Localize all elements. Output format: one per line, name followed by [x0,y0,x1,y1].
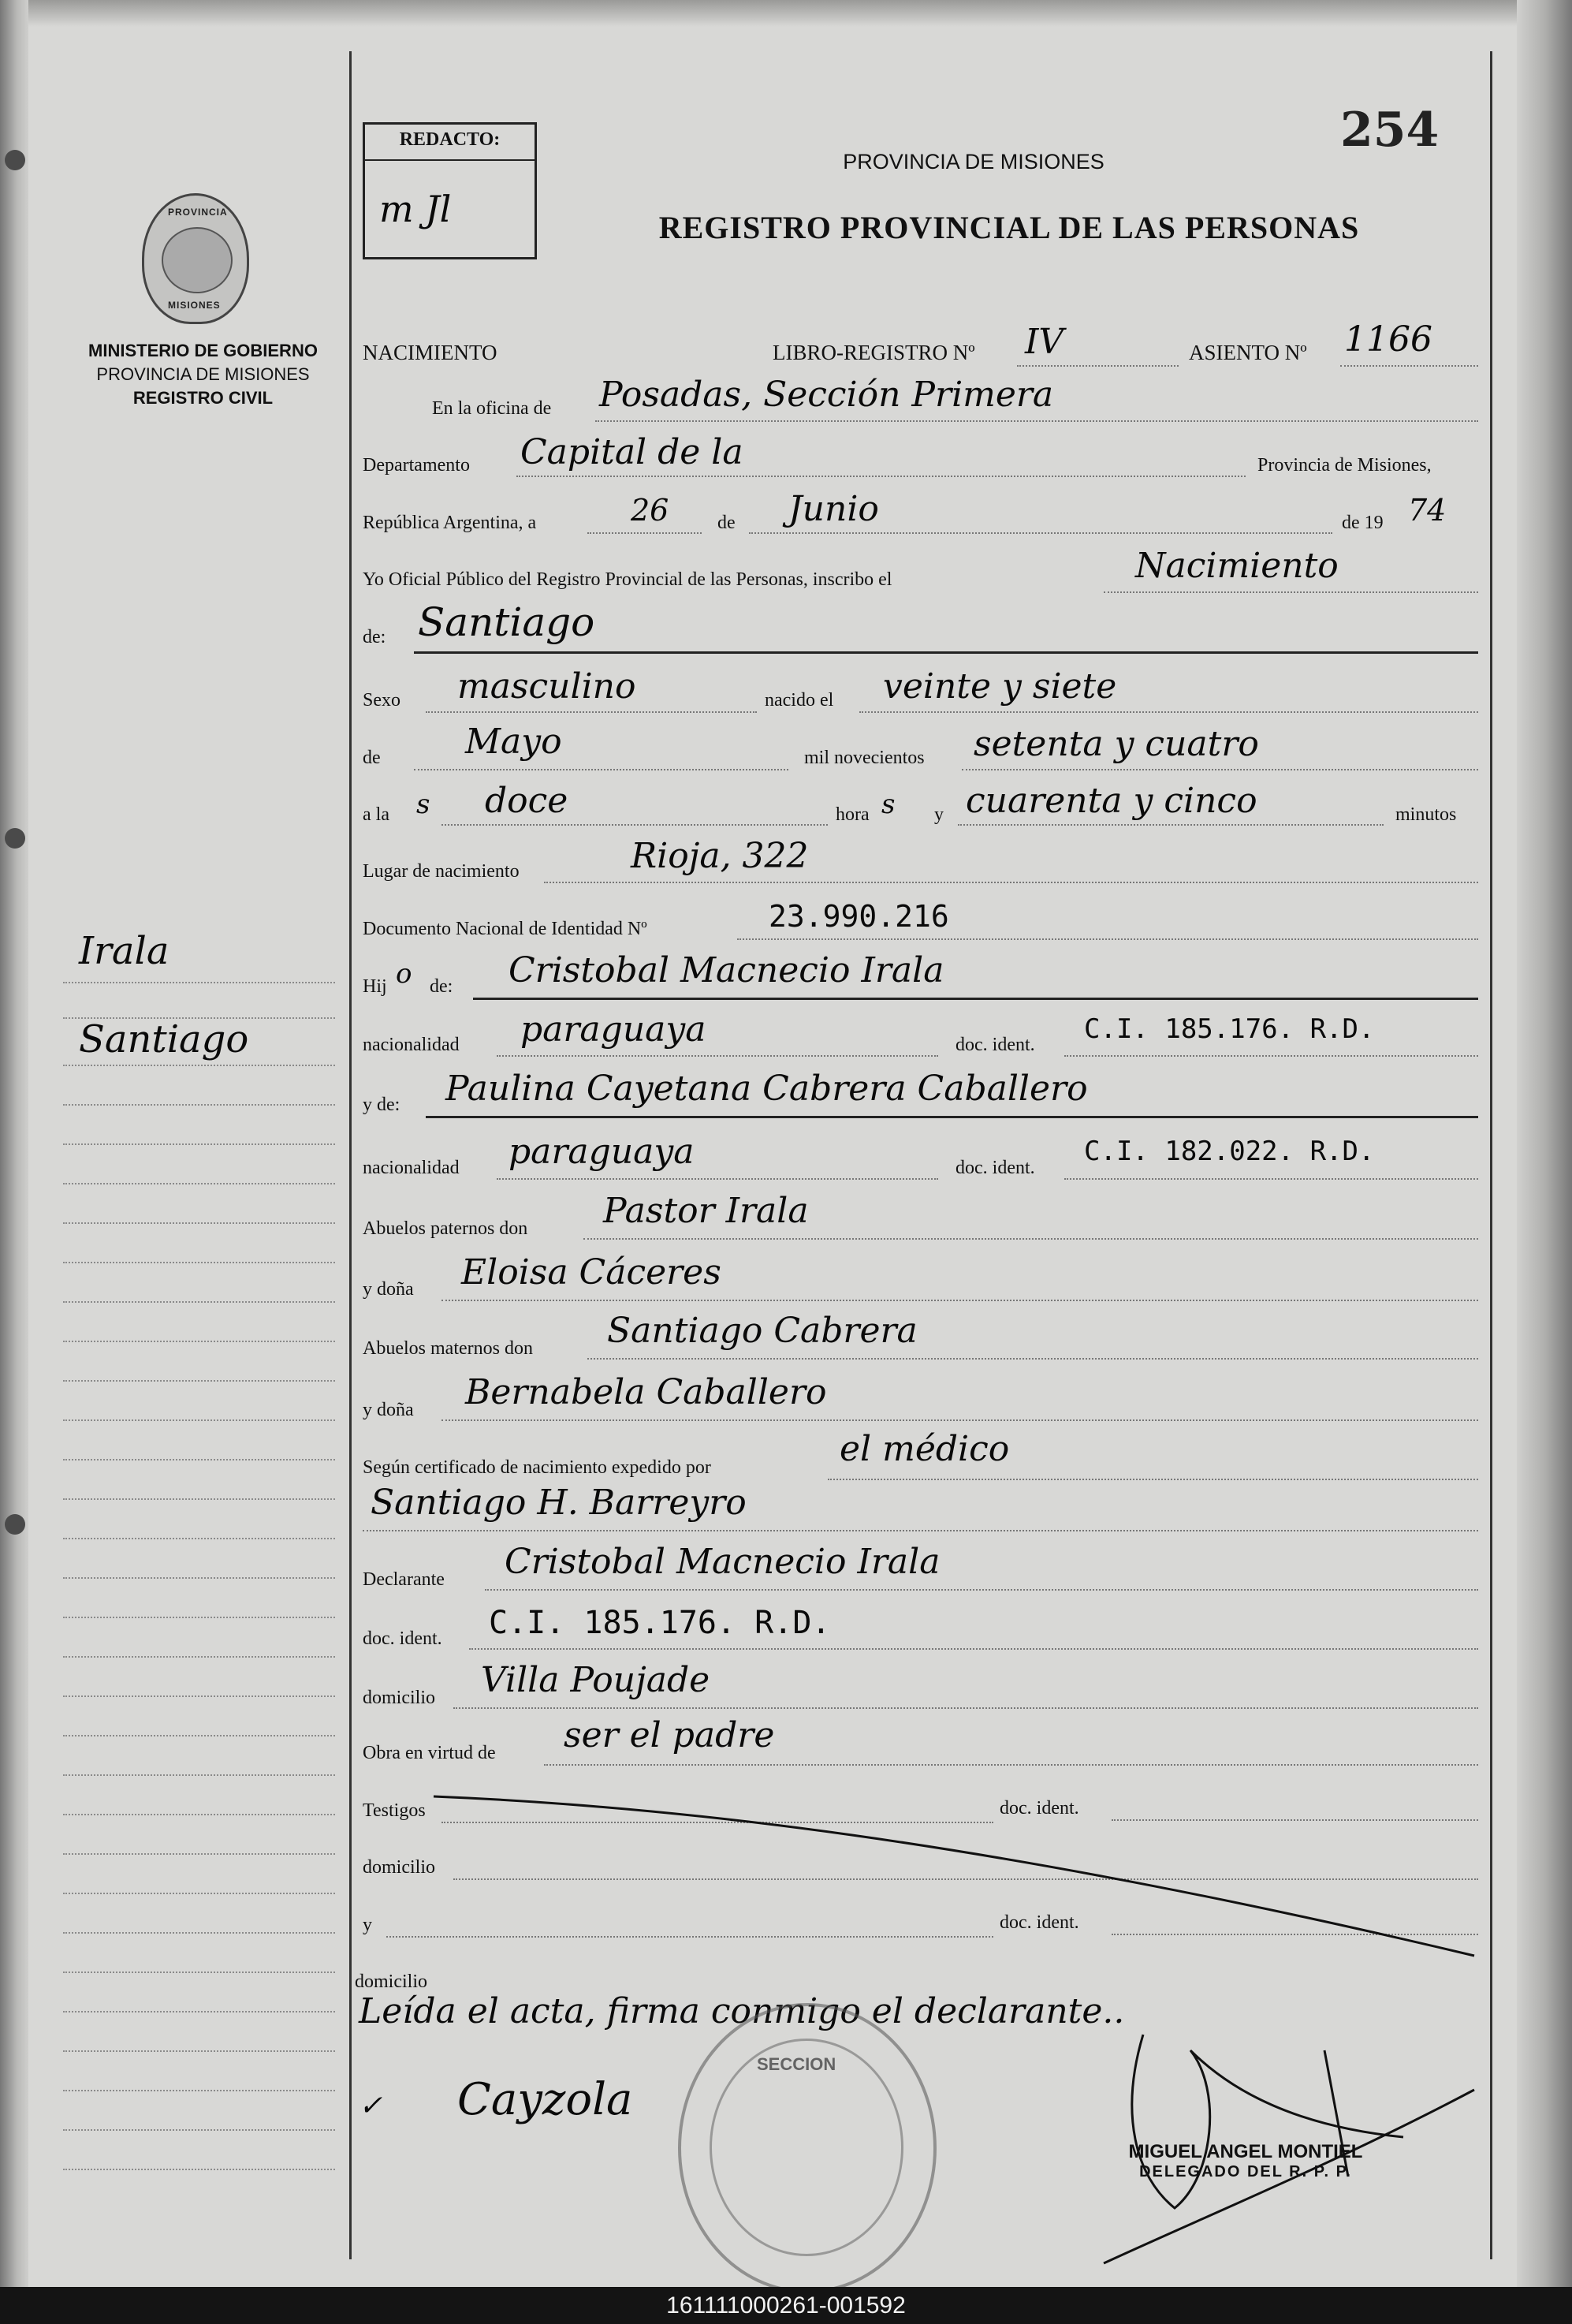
abuela-mat-label: y doña [363,1400,414,1420]
decl-doc: C.I. 185.176. R.D. [489,1605,831,1641]
field-line [426,711,757,713]
de-colon-label: de: [363,627,386,647]
hijo-label: Hij [363,976,387,997]
abuela-pat: Eloisa Cáceres [461,1252,721,1293]
field-line [473,998,1478,1000]
field-line [583,1238,1478,1240]
day-value: 26 [631,493,669,528]
seal-bottom-text: MISIONES [168,300,221,311]
birth-year-words: setenta y cuatro [974,724,1259,764]
margin-line [63,1656,335,1658]
margin-line [63,1814,335,1815]
field-line [497,1055,938,1057]
mother-doc-label: doc. ident. [955,1158,1035,1178]
y-label: y [934,804,944,825]
margin-line [63,1183,335,1184]
departamento-value: Capital de la [520,432,743,472]
field-line [363,1530,1478,1531]
field-line [485,1589,1478,1591]
margin-line [63,1301,335,1303]
field-line [441,1419,1478,1421]
image-code-bar [0,2287,1572,2324]
field-line [469,1648,1478,1650]
redacto-initials: m Jl [379,188,452,230]
testigo1-doc-label: doc. ident. [1000,1798,1079,1819]
child-name: Santiago [418,599,595,645]
a-la-suffix: s [416,789,430,820]
field-line [962,769,1478,770]
inscribo-value: Nacimiento [1135,546,1339,586]
margin-line [63,1695,335,1697]
province-seal [142,193,249,324]
margin-line [63,2129,335,2131]
image-code: 161111000261-001592 [666,2292,906,2318]
field-line [587,1358,1478,1360]
ministry-block [55,339,351,410]
binding-hole [5,828,25,849]
oficina-label: En la oficina de [432,398,552,419]
obra-label: Obra en virtud de [363,1743,496,1763]
province-title: PROVINCIA DE MISIONES [843,150,1104,173]
margin-line [63,1222,335,1224]
seal-emblem [162,227,233,293]
obra-value: ser el padre [564,1715,775,1755]
field-line [453,1707,1478,1709]
asiento-value: 1166 [1344,319,1432,360]
ministry-line-2: PROVINCIA DE MISIONES [96,364,310,384]
field-line [414,769,788,770]
declarante-value: Cristobal Macnecio Irala [505,1542,941,1582]
departamento-label: Departamento [363,455,470,476]
provincia-label: Provincia de Misiones, [1257,455,1432,476]
field-line [737,938,1478,940]
libro-label: LIBRO-REGISTRO Nº [773,341,975,364]
margin-line [63,1065,335,1066]
republica-label: República Argentina, a [363,513,537,533]
binding-hole [5,1514,25,1535]
abuelo-pat: Pastor Irala [603,1191,809,1231]
abuelo-mat: Santiago Cabrera [607,1311,918,1351]
field-line [1340,365,1478,367]
field-line [828,1479,1478,1480]
field-line [958,824,1384,826]
a-la-label: a la [363,804,389,825]
mother-name: Paulina Cayetana Cabrera Caballero [445,1069,1088,1109]
margin-line [63,1577,335,1579]
testigo2-y-label: y [363,1915,372,1935]
margin-line [63,1419,335,1421]
margin-line [63,1893,335,1894]
dni-label: Documento Nacional de Identidad Nº [363,919,647,939]
segun-value: el médico [840,1429,1010,1469]
seal-top-text: PROVINCIA [168,207,228,218]
horas-suffix: s [881,789,896,820]
mother-nat: paraguaya [508,1132,695,1172]
field-line [1064,1178,1478,1180]
testigo2-domicilio-label: domicilio [355,1971,427,1992]
abuela-mat: Bernabela Caballero [465,1372,827,1412]
binding-edge [0,0,28,2287]
registry-title: REGISTRO PROVINCIAL DE LAS PERSONAS [658,210,1360,245]
field-line [1104,591,1478,593]
round-stamp-text: SECCION [757,2054,836,2074]
declarant-signature: Cayzola [457,2074,633,2125]
official-title: DELEGADO DEL R. P. P. [1139,2163,1352,2180]
sexo-value: masculino [457,666,636,707]
margin-line [63,1104,335,1106]
de-label: de [717,513,736,533]
binding-hole [5,150,25,170]
field-line [859,711,1478,713]
declarante-label: Declarante [363,1569,445,1590]
closing-text: Leída el acta, firma conmigo el declarante.. [359,1991,1125,2031]
nacimiento-label: NACIMIENTO [363,341,497,364]
father-nat-label: nacionalidad [363,1035,460,1055]
horas-label: hora [836,804,870,825]
nacido-label: nacido el [765,690,834,711]
margin-line [63,1459,335,1460]
ministry-line-1: MINISTERIO DE GOBIERNO [88,341,318,360]
margin-line [63,1538,335,1539]
year-suffix: 74 [1408,493,1447,528]
hour-words: doce [485,781,568,821]
official-block [1096,2141,1395,2181]
margin-line [63,1735,335,1736]
minute-words: cuarenta y cinco [966,781,1257,821]
libro-value: IV [1025,322,1064,362]
field-line [1017,365,1179,367]
sexo-label: Sexo [363,690,400,711]
month-value: Junio [788,489,879,529]
margin-line [63,1971,335,1973]
father-doc: C.I. 185.176. R.D. [1084,1013,1375,1045]
domicilio-label: domicilio [363,1688,435,1708]
testigo2-doc-label: doc. ident. [1000,1912,1079,1933]
right-edge [1517,0,1572,2287]
field-line [426,1116,1478,1118]
field-line [414,651,1478,654]
field-line [1064,1055,1478,1057]
margin-line [63,2090,335,2091]
testigos-label: Testigos [363,1800,426,1821]
oficina-value: Posadas, Sección Primera [599,375,1054,415]
father-doc-label: doc. ident. [955,1035,1035,1055]
official-name: MIGUEL ANGEL MONTIEL [1128,2141,1363,2162]
lugar-label: Lugar de nacimiento [363,861,520,882]
medico-name: Santiago H. Barreyro [371,1483,747,1523]
field-line [595,420,1478,422]
abuelos-pat-label: Abuelos paternos don [363,1218,528,1239]
minutos-label: minutos [1395,804,1457,825]
margin-line [63,2169,335,2170]
birth-day-words: veinte y siete [883,666,1117,707]
asiento-label: ASIENTO Nº [1189,341,1307,364]
cancel-stroke [426,1790,1482,1971]
mil-label: mil novecientos [804,748,925,768]
de-month-label: de [363,748,381,768]
margin-given-name: Santiago [79,1017,249,1061]
field-line [516,476,1246,477]
mother-doc: C.I. 182.022. R.D. [1084,1136,1375,1167]
redacto-divider [365,159,535,161]
birth-month: Mayo [465,722,562,762]
margin-line [63,1774,335,1776]
hijo-de-label: de: [430,976,453,997]
field-line [441,824,828,826]
margin-surname: Irala [79,929,169,973]
page-number: 254 [1340,103,1440,158]
margin-line [63,1498,335,1500]
field-line [749,532,1332,534]
margin-line [63,2050,335,2052]
mother-nat-label: nacionalidad [363,1158,460,1178]
margin-line [63,2011,335,2013]
margin-line [63,1853,335,1855]
tick-mark: ✓ [359,2090,383,2122]
year-prefix: de 19 [1342,513,1384,533]
margin-line [63,1932,335,1934]
testigo1-domicilio-label: domicilio [363,1857,435,1878]
field-line [544,1764,1478,1766]
abuela-pat-label: y doña [363,1279,414,1300]
hijo-suffix: o [396,958,412,990]
lugar-value: Rioja, 322 [631,836,809,876]
redacto-box [363,122,537,259]
field-line [544,882,1478,883]
margin-line [63,1262,335,1263]
father-nat: paraguaya [520,1009,706,1050]
field-line [497,1178,938,1180]
margin-line [63,1341,335,1342]
inscribo-label: Yo Oficial Público del Registro Provincial de las Personas, inscribo el [363,569,892,590]
right-border [1490,51,1492,2259]
segun-label: Según certificado de nacimiento expedido por [363,1457,711,1478]
top-edge [0,0,1572,27]
margin-line [63,1143,335,1145]
dni-value: 23.990.216 [769,899,949,934]
margin-line [63,982,335,983]
margin-line [63,1380,335,1382]
field-line [587,532,702,534]
domicilio-value: Villa Poujade [481,1660,710,1700]
margin-line [63,1617,335,1618]
decl-doc-label: doc. ident. [363,1628,442,1649]
redacto-label: REDACTO: [399,129,501,150]
y-de-label: y de: [363,1095,400,1115]
field-line [441,1300,1478,1301]
ministry-line-3: REGISTRO CIVIL [132,388,274,408]
father-name: Cristobal Macnecio Irala [508,950,944,990]
abuelos-mat-label: Abuelos maternos don [363,1338,533,1359]
